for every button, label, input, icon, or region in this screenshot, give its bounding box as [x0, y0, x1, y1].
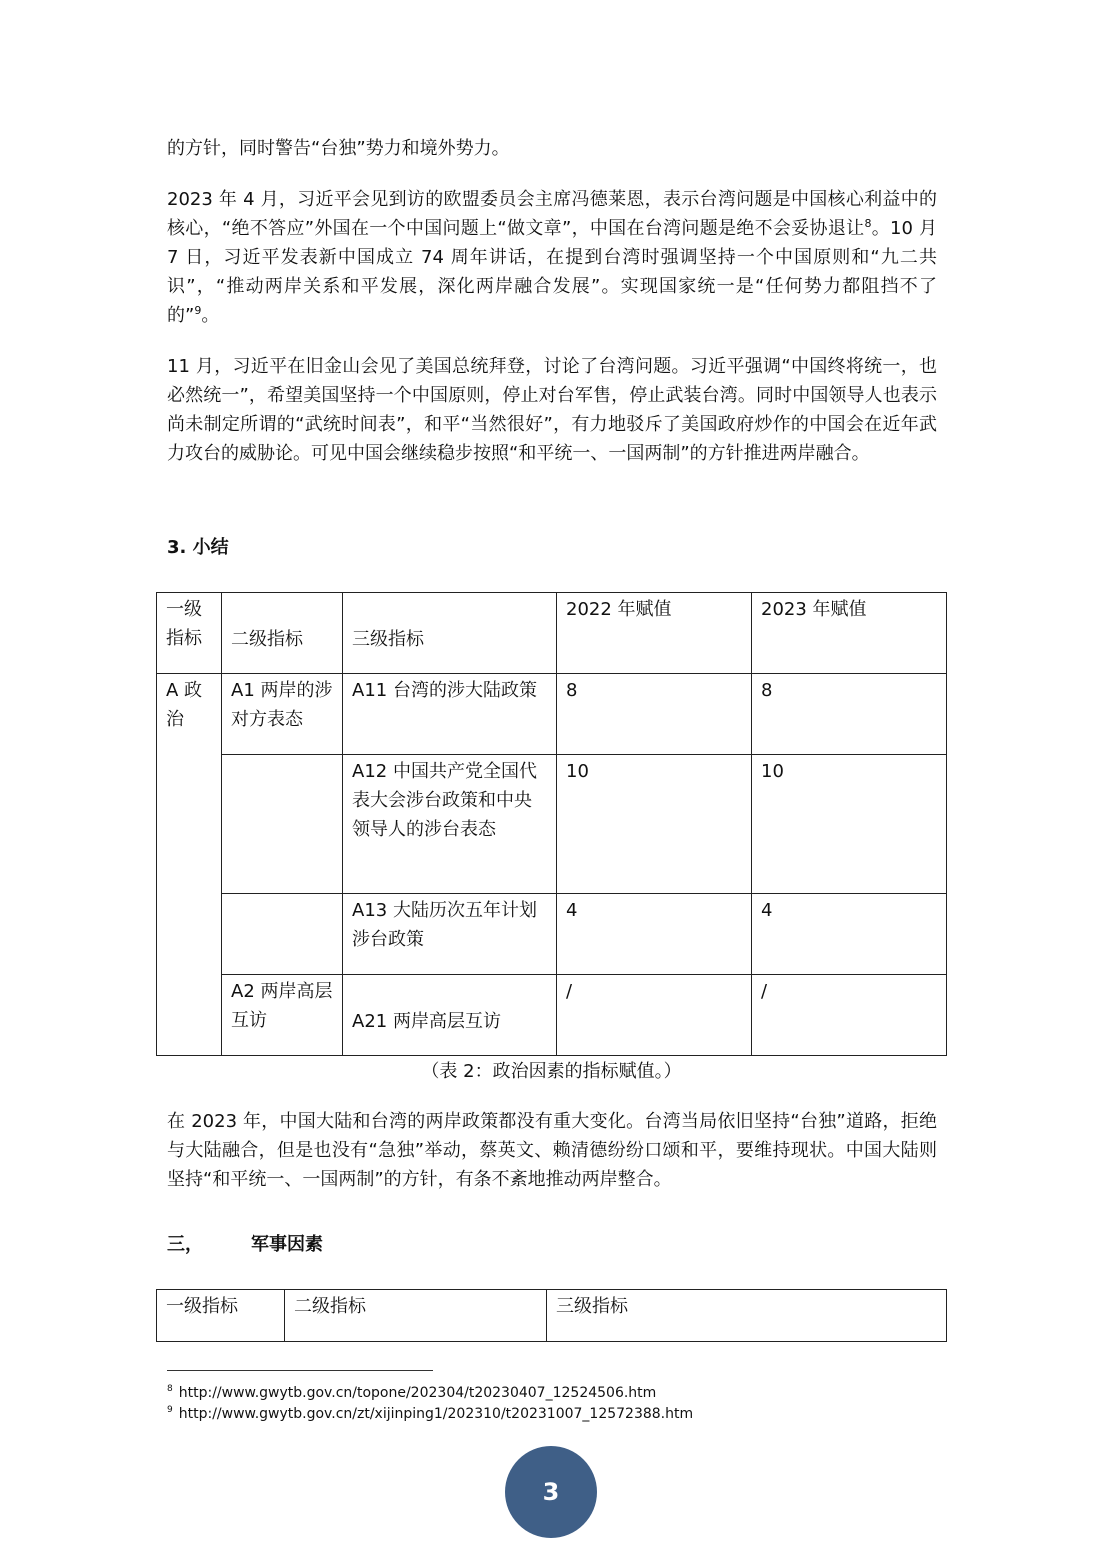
section-title: 军事因素 — [251, 1234, 323, 1255]
empty-cell — [222, 755, 343, 894]
empty-cell — [222, 894, 343, 975]
table-header-cell: 二级指标 — [285, 1290, 547, 1342]
footnote-ref-8[interactable]: 8 — [864, 217, 872, 230]
indicator-table-politics — [156, 592, 947, 1056]
table-header-cell: 一级指标 — [157, 1290, 285, 1342]
value-2023-cell: 10 — [752, 755, 947, 894]
value-2022-cell: 10 — [557, 755, 752, 894]
footnote-divider — [167, 1370, 433, 1371]
value-2023-cell: 8 — [752, 674, 947, 755]
indicator-table-military — [156, 1289, 947, 1342]
paragraph-continuation: 的方针，同时警告“台独”势力和境外势力。 — [167, 138, 510, 159]
value-2023-cell: / — [752, 975, 947, 1056]
value-2022-cell: / — [557, 975, 752, 1056]
level3-cell: A11 台湾的涉大陆政策 — [343, 674, 557, 755]
paragraph-text: 2023 年 4 月，习近平会见到访的欧盟委员会主席冯德莱恩，表示台湾问题是中国核心利益中的核心，“绝不答应”外国在一个中国问题上“做文章”，中国在台湾问题是绝不会妥协退让 — [167, 189, 937, 239]
table-header-cell: 三级指标 — [343, 593, 557, 674]
table-header-cell: 一级指标 — [157, 593, 222, 674]
paragraph-text: 。10 月 7 日，习近平发表新中国成立 74 周年讲话，在提到台湾时强调坚持一个中国原则和“九二共识”，“推动两岸关系和平发展，深化两岸融合发展”。实现国家统一是“任何势力都阻挡不了的” — [167, 218, 937, 326]
section-heading-military — [167, 1230, 323, 1256]
page-number: 3 — [542, 1478, 560, 1506]
paragraph-text: 。 — [201, 305, 220, 326]
footnote-number: 8 — [167, 1384, 173, 1395]
footnote-ref-9[interactable]: 9 — [194, 304, 202, 317]
value-2022-cell: 8 — [557, 674, 752, 755]
table-header-cell: 2022 年赋值 — [557, 593, 752, 674]
level1-cell: A 政治 — [157, 674, 222, 1056]
table-row — [157, 975, 947, 1056]
table-header-row — [157, 593, 947, 674]
table-header-cell: 三级指标 — [547, 1290, 947, 1342]
table-row — [157, 894, 947, 975]
footnote-number: 9 — [167, 1405, 173, 1416]
section-heading-summary: 3. 小结 — [167, 537, 229, 558]
table-row — [157, 674, 947, 755]
footnote-link[interactable]: http://www.gwytb.gov.cn/topone/202304/t20230407_12524506.htm — [178, 1385, 657, 1401]
paragraph-april-meeting — [167, 185, 937, 330]
level2-cell: A2 两岸高层互访 — [222, 975, 343, 1056]
table-header-cell: 2023 年赋值 — [752, 593, 947, 674]
paragraph-november-meeting: 11 月，习近平在旧金山会见了美国总统拜登，讨论了台湾问题。习近平强调“中国终将统一，也必然统一”，希望美国坚持一个中国原则，停止对台军售，停止武装台湾。同时中国领导人也表示尚未制定所谓的“武统时间表”，和平“当然很好”，有力地驳斥了美国政府炒作的中国会在近年武力攻台的威胁论。可见中国会继续稳步按照“和平统一、一国两制”的方针推进两岸融合。 — [167, 356, 937, 464]
level3-cell: A21 两岸高层互访 — [343, 975, 557, 1056]
value-2022-cell: 4 — [557, 894, 752, 975]
table-row — [157, 755, 947, 894]
section-number: 三， — [167, 1234, 203, 1255]
paragraph-summary: 在 2023 年，中国大陆和台湾的两岸政策都没有重大变化。台湾当局依旧坚持“台独”道路，拒绝与大陆融合，但是也没有“急独”举动，蔡英文、赖清德纷纷口颂和平，要维持现状。中国大陆则坚持“和平统一、一国两制”的方针，有条不紊地推动两岸整合。 — [167, 1111, 937, 1190]
table-caption: （表 2：政治因素的指标赋值。） — [421, 1061, 682, 1082]
level3-cell: A12 中国共产党全国代表大会涉台政策和中央领导人的涉台表态 — [343, 755, 557, 894]
footnote — [167, 1404, 693, 1424]
footnote-link[interactable]: http://www.gwytb.gov.cn/zt/xijinping1/202310/t20231007_12572388.htm — [178, 1406, 694, 1422]
table-header-row — [157, 1290, 947, 1342]
level2-cell: A1 两岸的涉对方表态 — [222, 674, 343, 755]
value-2023-cell: 4 — [752, 894, 947, 975]
table-header-cell: 二级指标 — [222, 593, 343, 674]
page-number-badge — [505, 1446, 597, 1538]
level3-cell: A13 大陆历次五年计划涉台政策 — [343, 894, 557, 975]
footnote — [167, 1383, 656, 1403]
